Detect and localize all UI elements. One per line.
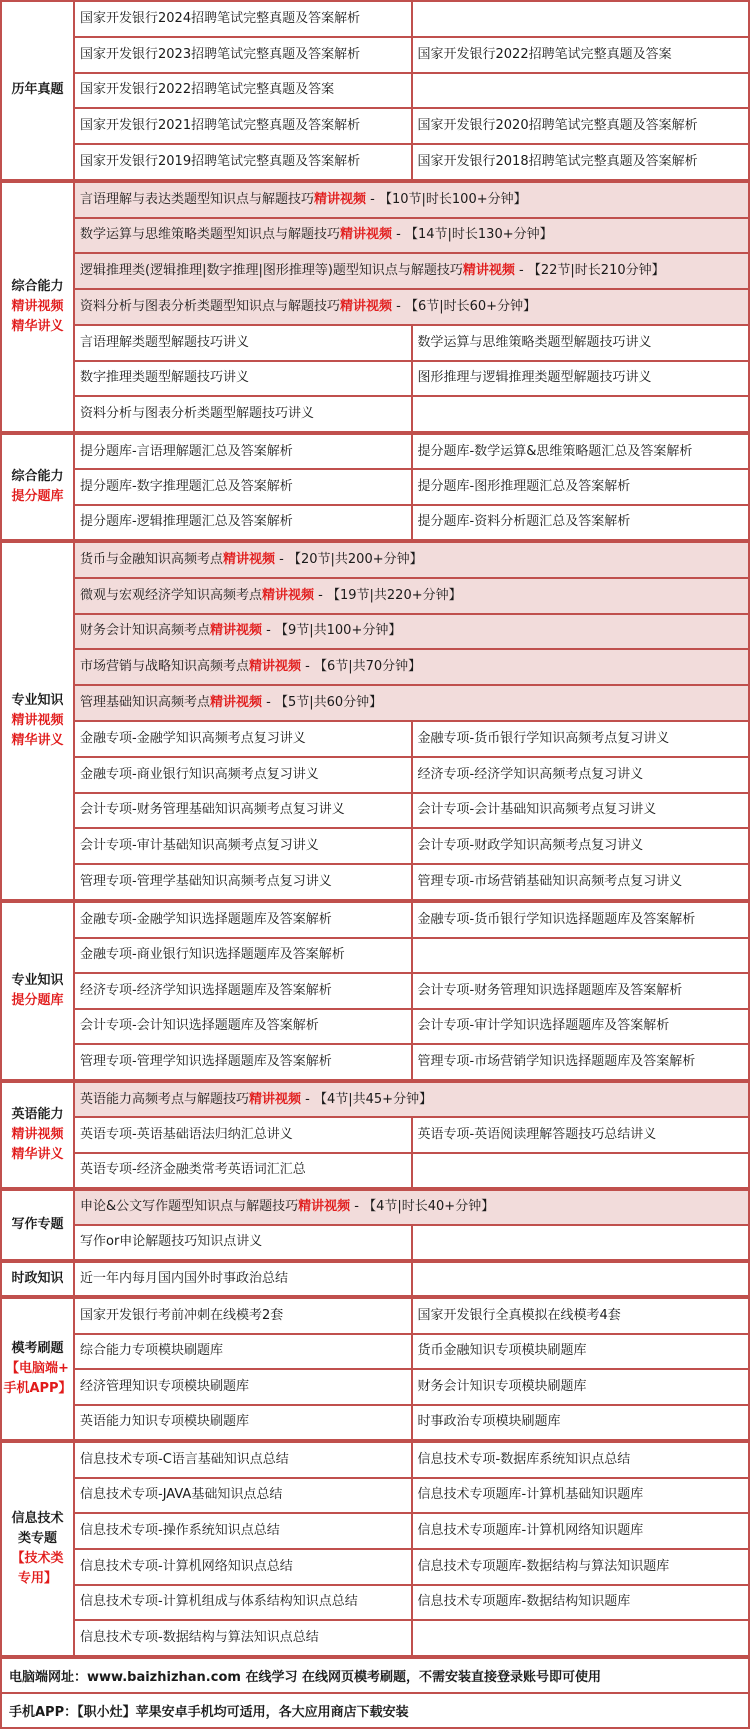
list-item: 国家开发银行全真模拟在线模考4套 [412, 1298, 750, 1334]
video-item [74, 1082, 749, 1117]
table-row [1, 434, 749, 469]
table-row [1, 1262, 749, 1296]
video-tag: 精讲视频 [210, 623, 263, 639]
video-tag: 精讲视频 [462, 263, 515, 279]
section-mock [0, 1297, 750, 1441]
video-tag: 精讲视频 [340, 227, 393, 243]
video-duration: - 【14节|时长130+分钟】 [392, 227, 553, 243]
list-item: 会计专项-会计知识选择题题库及答案解析 [74, 1009, 412, 1045]
table-row [1, 37, 749, 73]
list-item: 信息技术专项题库-计算机网络知识题库 [412, 1513, 750, 1549]
table-row [1, 1442, 749, 1478]
list-item: 时事政治专项模块刷题库 [412, 1405, 750, 1441]
video-tag: 精讲视频 [262, 587, 315, 603]
list-item: 提分题库-资料分析题汇总及答案解析 [412, 505, 750, 540]
footer-app [0, 1692, 750, 1729]
section-writing [0, 1189, 750, 1261]
video-tag: 精讲视频 [249, 659, 302, 675]
video-duration: - 【6节|共70分钟】 [301, 659, 422, 675]
list-item: 信息技术专项-操作系统知识点总结 [74, 1513, 412, 1549]
section-table [0, 433, 750, 541]
video-title: 数学运算与思维策略类题型知识点与解题技巧 [80, 227, 341, 243]
list-item: 提分题库-数学运算&思维策略题汇总及答案解析 [412, 434, 750, 469]
category-label [1, 1082, 74, 1188]
video-title: 英语能力高频考点与解题技巧 [80, 1091, 250, 1107]
video-item [74, 614, 749, 650]
list-item: 提分题库-图形推理题汇总及答案解析 [412, 469, 750, 504]
list-item: 经济管理知识专项模块刷题库 [74, 1369, 412, 1405]
table-row [1, 1334, 749, 1370]
category-line: 提分题库 [11, 993, 64, 1008]
table-row [1, 325, 749, 361]
category-line: 精讲视频 [11, 712, 64, 728]
video-item [74, 578, 749, 614]
list-item: 英语专项-英语基础语法归纳汇总讲义 [74, 1117, 412, 1152]
list-item: 会计专项-财政学知识高频考点复习讲义 [412, 828, 750, 864]
category-label [1, 182, 74, 432]
table-row [1, 1009, 749, 1045]
table-row [1, 685, 749, 721]
list-item: 信息技术专项-计算机网络知识点总结 [74, 1549, 412, 1585]
table-row [1, 793, 749, 829]
video-item [74, 1190, 749, 1225]
video-duration: - 【9节|共100+分钟】 [262, 623, 402, 639]
section-table [0, 901, 750, 1081]
video-tag: 精讲视频 [223, 551, 276, 567]
list-item: 金融专项-金融学知识选择题题库及答案解析 [74, 902, 412, 938]
category-line: 历年真题 [11, 82, 64, 98]
list-item: 英语能力知识专项模块刷题库 [74, 1405, 412, 1441]
list-item: 资料分析与图表分析类题型解题技巧讲义 [74, 396, 412, 432]
category-line: 类专题 [17, 1530, 57, 1546]
table-row [1, 1190, 749, 1225]
category-line: 写作专题 [11, 1216, 64, 1232]
table-row [1, 902, 749, 938]
video-duration: - 【10节|时长100+分钟】 [366, 191, 527, 207]
list-item: 经济专项-经济学知识高频考点复习讲义 [412, 757, 750, 793]
video-tag: 精讲视频 [249, 1091, 302, 1107]
table-row [1, 1478, 749, 1514]
category-line: 专用】 [17, 1571, 57, 1587]
list-item: 提分题库-数字推理题汇总及答案解析 [74, 469, 412, 504]
list-item: 财务会计知识专项模块刷题库 [412, 1369, 750, 1405]
empty-cell [412, 1, 750, 37]
list-item: 数字推理类题型解题技巧讲义 [74, 361, 412, 397]
table-row [1, 396, 749, 432]
section-it [0, 1441, 750, 1657]
category-line: 模考刷题 [11, 1340, 64, 1356]
list-item: 信息技术专项-计算机组成与体系结构知识点总结 [74, 1585, 412, 1621]
list-item: 经济专项-经济学知识选择题题库及答案解析 [74, 973, 412, 1009]
video-item [74, 542, 749, 578]
list-item: 提分题库-言语理解题汇总及答案解析 [74, 434, 412, 469]
category-line: 英语能力 [11, 1106, 64, 1122]
list-item: 英语专项-英语阅读理解答题技巧总结讲义 [412, 1117, 750, 1152]
table-row [1, 1369, 749, 1405]
list-item: 信息技术专项-数据结构与算法知识点总结 [74, 1620, 412, 1656]
table-row [1, 938, 749, 974]
table-row [1, 289, 749, 325]
list-item: 金融专项-货币银行学知识选择题题库及答案解析 [412, 902, 750, 938]
list-item: 国家开发银行2023招聘笔试完整真题及答案解析 [74, 37, 412, 73]
list-item: 国家开发银行2019招聘笔试完整真题及答案解析 [74, 144, 412, 180]
video-duration: - 【19节|共220+分钟】 [314, 587, 462, 603]
list-item: 图形推理与逻辑推理类题型解题技巧讲义 [412, 361, 750, 397]
list-item: 国家开发银行2021招聘笔试完整真题及答案解析 [74, 108, 412, 144]
category-label [1, 1298, 74, 1440]
video-title: 申论&公文写作题型知识点与解题技巧 [80, 1199, 299, 1215]
list-item: 言语理解类题型解题技巧讲义 [74, 325, 412, 361]
video-title: 逻辑推理类(逻辑推理|数字推理|图形推理等)题型知识点与解题技巧 [80, 263, 463, 279]
footer-pc-url [0, 1657, 750, 1694]
list-item: 国家开发银行2022招聘笔试完整真题及答案 [74, 73, 412, 109]
table-row [1, 864, 749, 900]
list-item: 写作or申论解题技巧知识点讲义 [74, 1225, 412, 1260]
list-item: 管理专项-市场营销基础知识高频考点复习讲义 [412, 864, 750, 900]
section-table [0, 1297, 750, 1441]
list-item: 会计专项-财务管理基础知识高频考点复习讲义 [74, 793, 412, 829]
list-item: 信息技术专项-数据库系统知识点总结 [412, 1442, 750, 1478]
category-line: 【电脑端+ [6, 1360, 69, 1376]
section-politics [0, 1261, 750, 1297]
list-item: 会计专项-审计基础知识高频考点复习讲义 [74, 828, 412, 864]
table-row [1, 1298, 749, 1334]
video-title: 言语理解与表达类题型知识点与解题技巧 [80, 191, 315, 207]
section-general-bank [0, 433, 750, 541]
table-row [1, 505, 749, 540]
category-label [1, 1190, 74, 1260]
section-table [0, 181, 750, 433]
list-item: 信息技术专项题库-计算机基础知识题库 [412, 1478, 750, 1514]
category-line: 精华讲义 [11, 733, 64, 749]
video-duration: - 【4节|共45+分钟】 [301, 1091, 433, 1107]
list-item: 会计专项-审计学知识选择题题库及答案解析 [412, 1009, 750, 1045]
category-line: 专业知识 [11, 972, 64, 988]
video-item [74, 649, 749, 685]
list-item: 信息技术专项题库-数据结构知识题库 [412, 1585, 750, 1621]
section-table [0, 0, 750, 181]
video-tag: 精讲视频 [210, 694, 263, 710]
video-duration: - 【20节|共200+分钟】 [275, 551, 423, 567]
table-row [1, 1153, 749, 1188]
table-row [1, 1225, 749, 1260]
list-item: 金融专项-商业银行知识选择题题库及答案解析 [74, 938, 412, 974]
table-row [1, 182, 749, 218]
category-label [1, 1442, 74, 1656]
list-item: 数学运算与思维策略类题型解题技巧讲义 [412, 325, 750, 361]
video-duration: - 【22节|时长210分钟】 [514, 263, 665, 279]
list-item: 会计专项-会计基础知识高频考点复习讲义 [412, 793, 750, 829]
list-item: 国家开发银行考前冲刺在线模考2套 [74, 1298, 412, 1334]
video-title: 财务会计知识高频考点 [80, 623, 211, 639]
table-row [1, 1, 749, 37]
video-item [74, 182, 749, 218]
section-table [0, 1261, 750, 1297]
table-row [1, 614, 749, 650]
empty-cell [412, 396, 750, 432]
list-item: 英语专项-经济金融类常考英语词汇汇总 [74, 1153, 412, 1188]
category-line: 手机APP】 [3, 1381, 72, 1397]
category-line: 综合能力 [11, 468, 64, 484]
category-line: 专业知识 [11, 692, 64, 708]
list-item: 会计专项-财务管理知识选择题题库及答案解析 [412, 973, 750, 1009]
empty-cell [412, 73, 750, 109]
category-line: 信息技术 [11, 1510, 64, 1526]
list-item: 综合能力专项模块刷题库 [74, 1334, 412, 1370]
list-item: 国家开发银行2022招聘笔试完整真题及答案 [412, 37, 750, 73]
table-row [1, 253, 749, 289]
section-general-video [0, 181, 750, 433]
footer-pc-text: 电脑端网址：www.baizhizhan.com 在线学习 在线网页模考刷题，不需安装直接登录账号即可使用 [0, 1657, 750, 1694]
video-title: 货币与金融知识高频考点 [80, 551, 224, 567]
list-item: 管理专项-管理学基础知识高频考点复习讲义 [74, 864, 412, 900]
category-line: 【技术类 [11, 1551, 64, 1566]
category-label [1, 542, 74, 900]
section-table [0, 1441, 750, 1657]
table-row [1, 542, 749, 578]
video-tag: 精讲视频 [314, 191, 367, 207]
table-row [1, 973, 749, 1009]
list-item: 国家开发银行2020招聘笔试完整真题及答案解析 [412, 108, 750, 144]
list-item: 国家开发银行2024招聘笔试完整真题及答案解析 [74, 1, 412, 37]
list-item: 信息技术专项题库-数据结构与算法知识题库 [412, 1549, 750, 1585]
video-tag: 精讲视频 [340, 298, 393, 314]
table-row [1, 757, 749, 793]
list-item: 金融专项-货币银行学知识高频考点复习讲义 [412, 721, 750, 757]
video-title: 管理基础知识高频考点 [80, 694, 211, 710]
category-label [1, 1, 74, 180]
video-duration: - 【6节|时长60+分钟】 [392, 298, 537, 314]
video-item [74, 253, 749, 289]
list-item: 信息技术专项-C语言基础知识点总结 [74, 1442, 412, 1478]
empty-cell [412, 1225, 750, 1260]
list-item: 管理专项-市场营销学知识选择题题库及答案解析 [412, 1044, 750, 1080]
section-table [0, 541, 750, 901]
table-row [1, 469, 749, 504]
video-item [74, 685, 749, 721]
category-line: 精讲视频 [11, 298, 64, 314]
category-line: 综合能力 [11, 278, 64, 294]
empty-cell [412, 938, 750, 974]
table-row [1, 1117, 749, 1152]
video-title: 资料分析与图表分析类题型知识点与解题技巧 [80, 298, 341, 314]
section-english [0, 1081, 750, 1189]
list-item: 信息技术专项-JAVA基础知识点总结 [74, 1478, 412, 1514]
list-item: 提分题库-逻辑推理题汇总及答案解析 [74, 505, 412, 540]
table-row [1, 578, 749, 614]
table-row [1, 721, 749, 757]
list-item: 货币金融知识专项模块刷题库 [412, 1334, 750, 1370]
table-row [1, 361, 749, 397]
footer-app-text: 手机APP：【职小灶】苹果安卓手机均可适用，各大应用商店下载安装 [0, 1692, 750, 1729]
empty-cell [412, 1153, 750, 1188]
list-item: 金融专项-金融学知识高频考点复习讲义 [74, 721, 412, 757]
table-row [1, 1082, 749, 1117]
table-row [1, 1585, 749, 1621]
section-table [0, 1081, 750, 1189]
video-tag: 精讲视频 [298, 1199, 351, 1215]
list-item: 近一年内每月国内国外时事政治总结 [74, 1262, 412, 1296]
table-row [1, 1513, 749, 1549]
empty-cell [412, 1620, 750, 1656]
table-row [1, 144, 749, 180]
video-title: 市场营销与战略知识高频考点 [80, 659, 250, 675]
category-line: 精讲视频 [11, 1126, 64, 1142]
list-item: 国家开发银行2018招聘笔试完整真题及答案解析 [412, 144, 750, 180]
table-row [1, 1044, 749, 1080]
section-table [0, 1189, 750, 1261]
video-item [74, 289, 749, 325]
video-duration: - 【5节|共60分钟】 [262, 694, 383, 710]
section-history [0, 0, 750, 181]
table-row [1, 1620, 749, 1656]
table-row [1, 649, 749, 685]
section-pro-bank [0, 901, 750, 1081]
table-row [1, 1549, 749, 1585]
list-item: 金融专项-商业银行知识高频考点复习讲义 [74, 757, 412, 793]
category-line: 精华讲义 [11, 1147, 64, 1163]
table-row [1, 828, 749, 864]
video-item [74, 218, 749, 254]
table-row [1, 108, 749, 144]
category-line: 时政知识 [11, 1270, 64, 1286]
category-label [1, 1262, 74, 1296]
category-label [1, 434, 74, 540]
category-line: 精华讲义 [11, 319, 64, 335]
section-pro-video [0, 541, 750, 901]
category-label [1, 902, 74, 1080]
table-row [1, 1405, 749, 1441]
video-duration: - 【4节|时长40+分钟】 [350, 1199, 495, 1215]
empty-cell [412, 1262, 750, 1296]
table-row [1, 218, 749, 254]
video-title: 微观与宏观经济学知识高频考点 [80, 587, 263, 603]
list-item: 管理专项-管理学知识选择题题库及答案解析 [74, 1044, 412, 1080]
category-line: 提分题库 [11, 489, 64, 504]
table-row [1, 73, 749, 109]
